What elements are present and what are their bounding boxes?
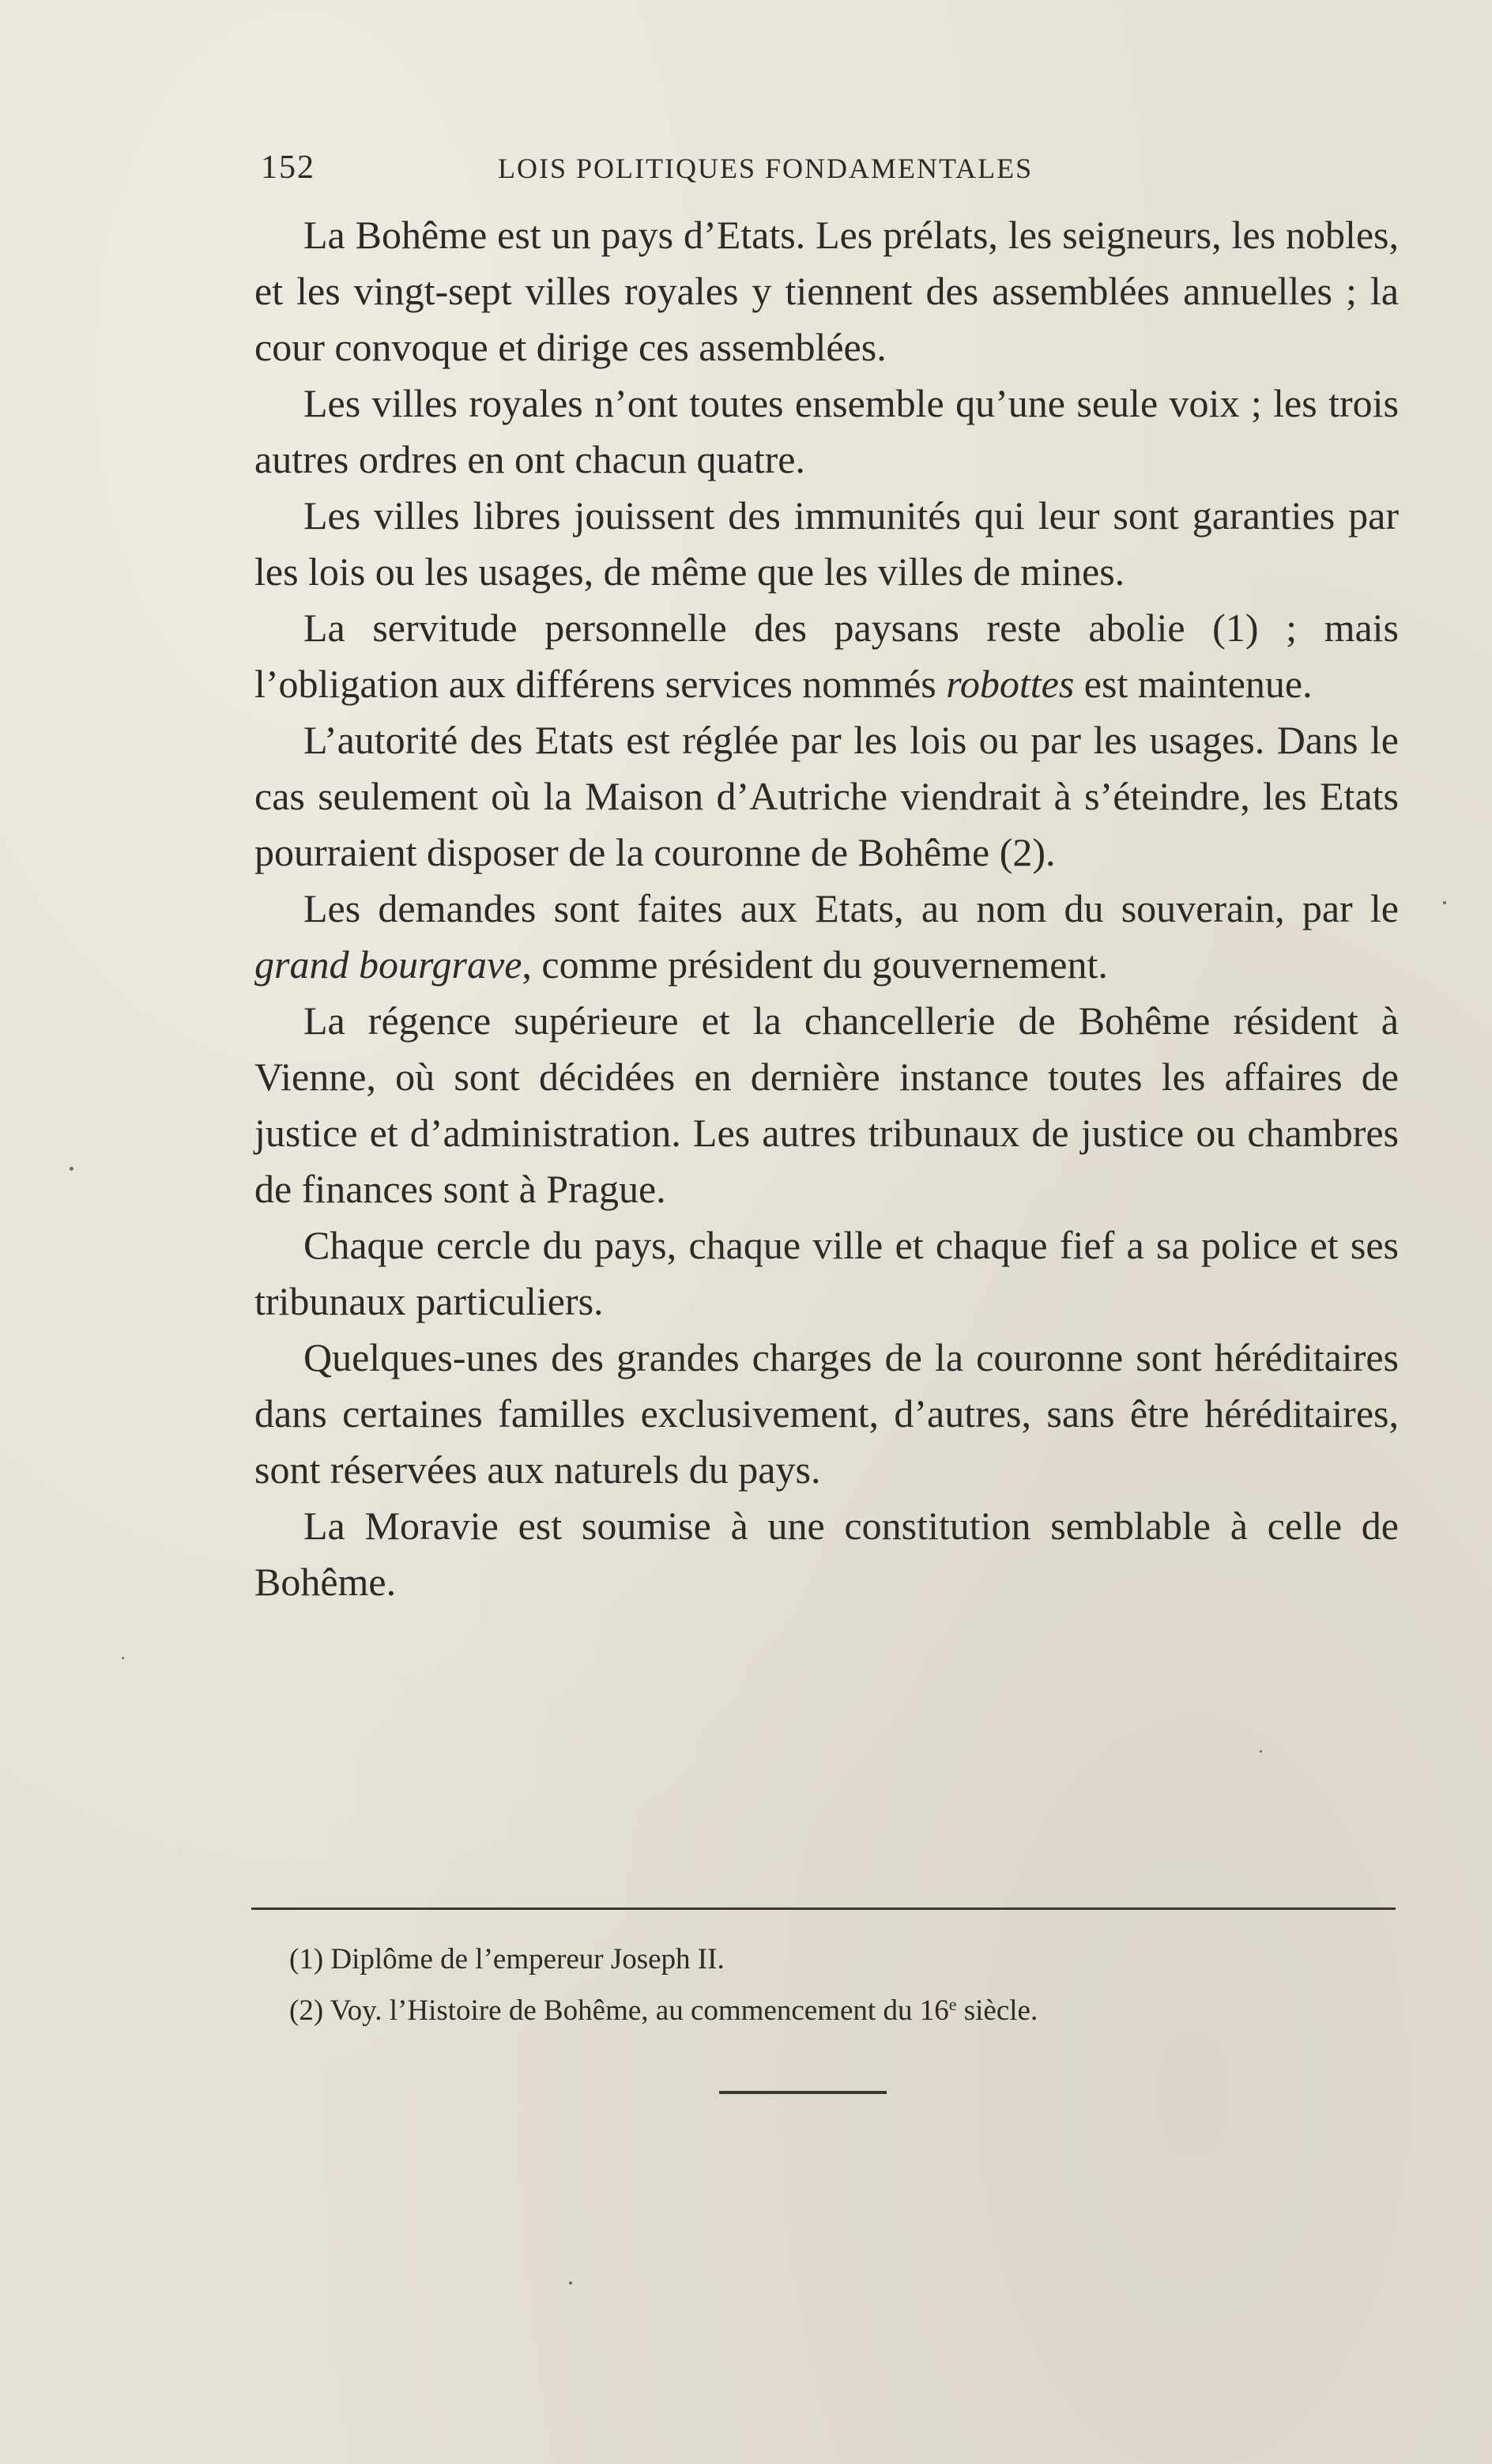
page-header [261, 149, 1170, 193]
footnote [289, 1982, 1380, 2033]
paragraph-text: Les demandes sont faites aux Etats, au nom du souverain, par le [303, 886, 1399, 930]
paper-speck [1443, 901, 1446, 904]
footnote: (1) Diplôme de l’empereur Joseph II. [289, 1943, 725, 1975]
footnote-text: (2) Voy. l’Histoire de Bohême, au commencement du 16 [289, 1994, 949, 2027]
page-number: 152 [261, 149, 315, 186]
body-text [254, 207, 1399, 1610]
italic-term: robottes [946, 662, 1075, 706]
end-ornament-rule [719, 2091, 887, 2094]
footnote-text: siècle. [956, 1994, 1038, 2027]
paragraph-text: La servitude personnelle des paysans reste abolie (1) ; mais l’obligation aux différens services nommés [254, 606, 1399, 706]
paragraph: Chaque cercle du pays, chaque ville et chaque fief a sa police et ses tribunaux particuliers. [254, 1223, 1399, 1323]
footnotes [289, 1937, 1380, 2033]
running-title: LOIS POLITIQUES FONDAMENTALES [498, 153, 1034, 184]
superscript: e [948, 1994, 957, 2014]
paper-speck [122, 1657, 124, 1659]
paper-speck [569, 2281, 572, 2285]
paper-speck [70, 1167, 73, 1171]
paper-speck [1260, 1750, 1262, 1753]
paragraph [254, 600, 1399, 712]
paragraph: Quelques-unes des grandes charges de la couronne sont héréditaires dans certaines familles exclusivement, d’autres, sans être héréditaires, sont réservées aux naturels du pays. [254, 1335, 1399, 1492]
paragraph: La Bohême est un pays d’Etats. Les prélats, les seigneurs, les nobles, et les vingt-sept villes royales y tiennent des assemblées annuelles ; la cour convoque et dirige ces assemblées. [254, 213, 1399, 369]
paragraph: La Moravie est soumise à une constitution semblable à celle de Bohême. [254, 1504, 1399, 1604]
paragraph-text: , comme président du gouvernement. [522, 942, 1108, 987]
italic-term: grand bourgrave [254, 942, 522, 987]
paragraph [254, 881, 1399, 993]
paragraph: La régence supérieure et la chancellerie de Bohême résident à Vienne, où sont décidées en dernière instance toutes les affaires de justice et d’administration. Les autres tribunaux de justice ou chambres de finances sont à Prague. [254, 998, 1399, 1211]
footnote-divider [251, 1907, 1396, 1910]
paragraph: Les villes libres jouissent des immunités qui leur sont garanties par les lois ou les usages, de même que les villes de mines. [254, 493, 1399, 594]
paragraph-text: est maintenue. [1074, 662, 1313, 706]
paragraph: L’autorité des Etats est réglée par les lois ou par les usages. Dans le cas seulement où la Maison d’Autriche viendrait à s’éteindre, les Etats pourraient disposer de la couronne de Bohême (2). [254, 718, 1399, 874]
paragraph: Les villes royales n’ont toutes ensemble qu’une seule voix ; les trois autres ordres en ont chacun quatre. [254, 381, 1399, 481]
